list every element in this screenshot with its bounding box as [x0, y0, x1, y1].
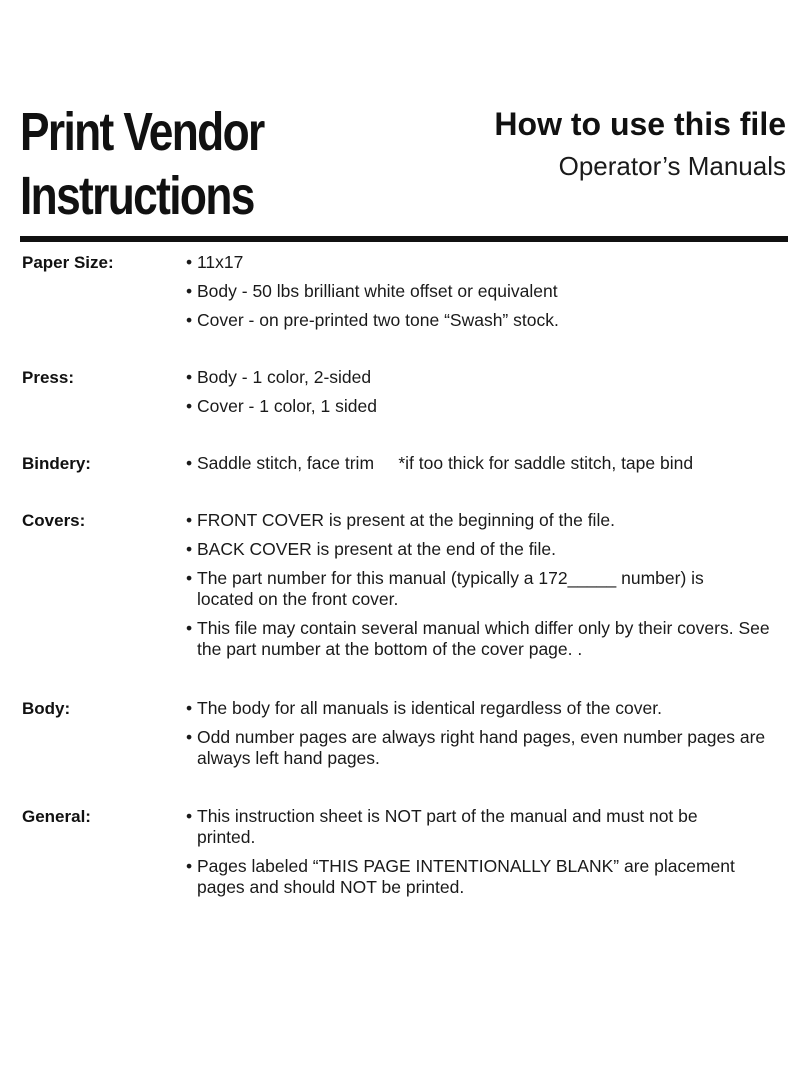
- header-subtitle: How to use this file: [494, 106, 786, 142]
- bullet-item: • This file may contain several manual which differ only by their covers. See the part number at the bottom of the cover page. .: [186, 618, 777, 660]
- bullet-item: • Body - 50 lbs brilliant white offset or equivalent: [186, 281, 786, 302]
- bullet-item: • The part number for this manual (typically a 172_____ number) is located on the front cover.: [186, 568, 742, 610]
- page-title-line-2: Instructions: [20, 166, 254, 226]
- bullet-item: • This instruction sheet is NOT part of the manual and must not be printed.: [186, 806, 742, 848]
- bullet-item: • 11x17: [186, 252, 786, 273]
- bullet-item: • Saddle stitch, face trim *if too thick for saddle stitch, tape bind: [186, 453, 786, 474]
- section-label: Press:: [22, 368, 74, 387]
- page-title-line-1: Print Vendor: [20, 102, 264, 162]
- section-label: General:: [22, 807, 91, 826]
- page-title: [20, 100, 264, 228]
- section-label: Body:: [22, 699, 71, 718]
- page-header: [0, 0, 808, 240]
- section-label: Covers:: [22, 511, 86, 530]
- header-divider: [20, 236, 788, 242]
- header-document-type: Operator’s Manuals: [558, 151, 786, 181]
- section-label: Bindery:: [22, 454, 91, 473]
- header-subtitle-block: [494, 104, 786, 184]
- bullet-list: [186, 510, 786, 668]
- bullet-list: [186, 367, 786, 425]
- bullet-list: [186, 453, 786, 482]
- bullet-item: • FRONT COVER is present at the beginning of the file.: [186, 510, 786, 531]
- bullet-list: [186, 252, 786, 339]
- bullet-item: • Body - 1 color, 2-sided: [186, 367, 786, 388]
- bullet-item: • Odd number pages are always right hand pages, even number pages are always left hand pages.: [186, 727, 777, 769]
- bullet-list: [186, 806, 786, 906]
- section-label: Paper Size:: [22, 253, 114, 272]
- bullet-item: • Cover - 1 color, 1 sided: [186, 396, 786, 417]
- bullet-item: • BACK COVER is present at the end of the file.: [186, 539, 786, 560]
- bullet-item: • Cover - on pre-printed two tone “Swash” stock.: [186, 310, 786, 331]
- bullet-list: [186, 698, 786, 777]
- bullet-item: • The body for all manuals is identical regardless of the cover.: [186, 698, 786, 719]
- bullet-item: • Pages labeled “THIS PAGE INTENTIONALLY BLANK” are placement pages and should NOT be printed.: [186, 856, 782, 898]
